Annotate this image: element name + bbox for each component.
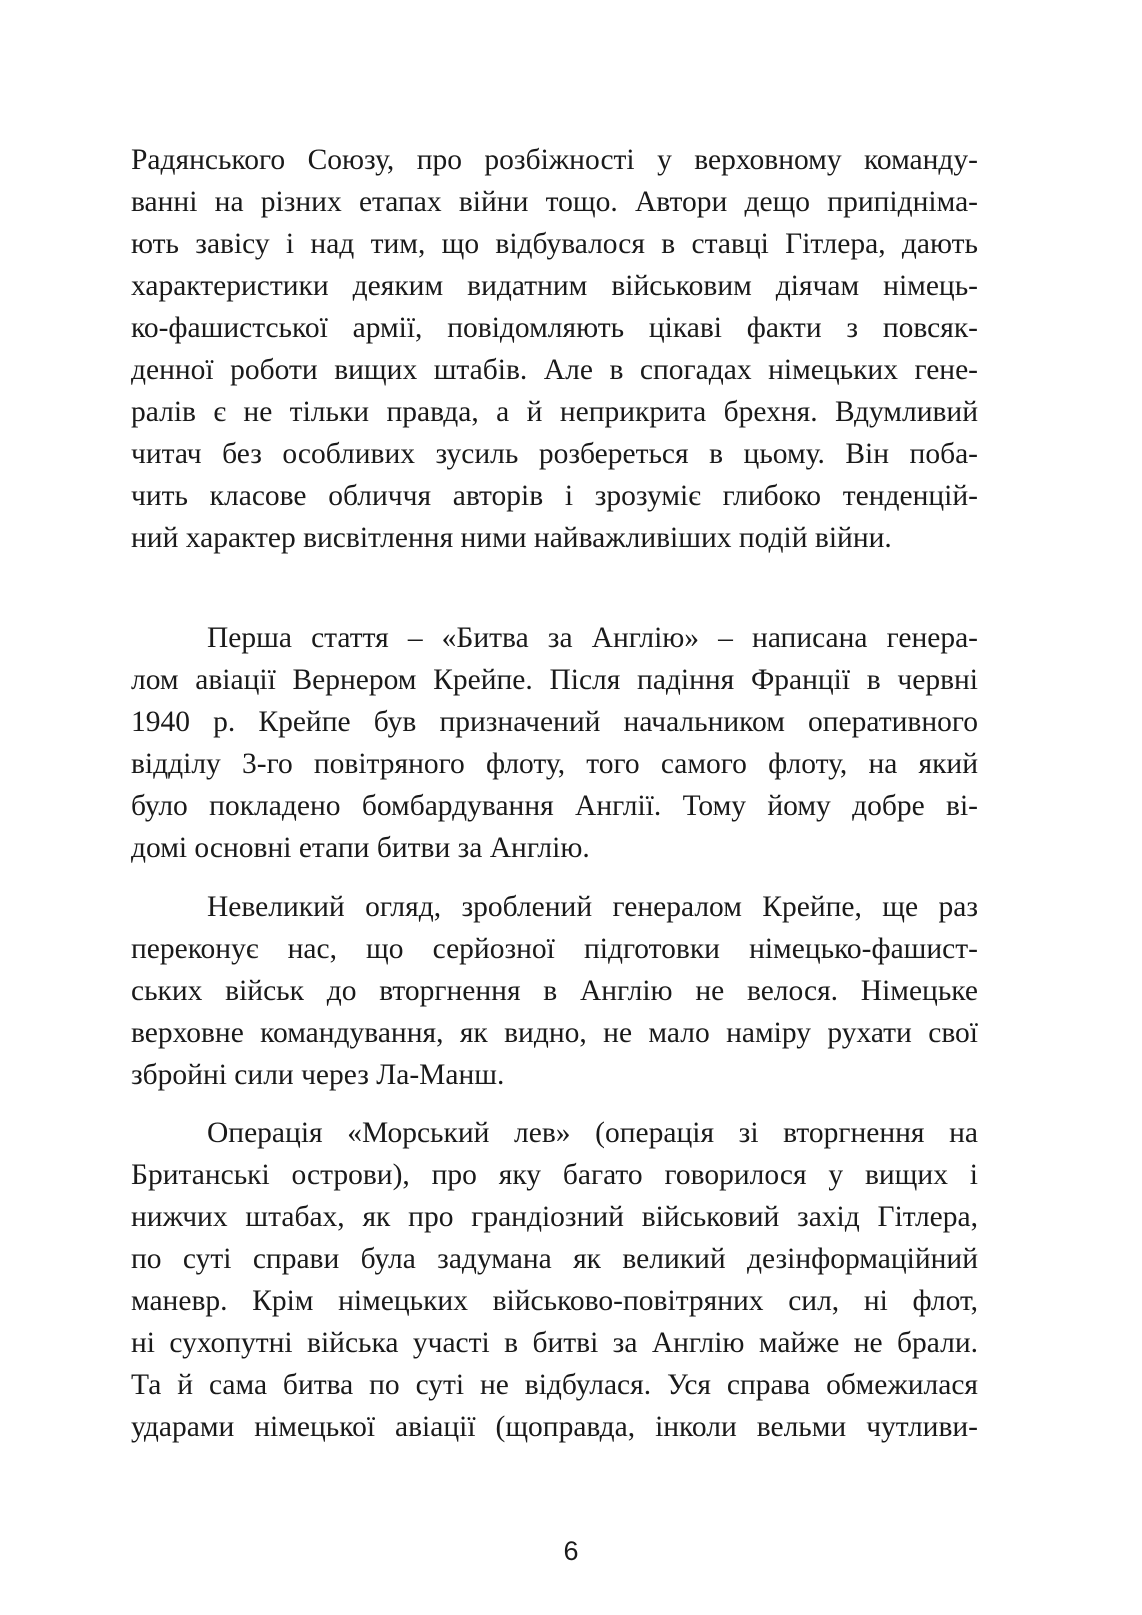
text-line: ні сухопутні війська участі в битві за Англію майже не брали. <box>131 1327 978 1359</box>
paragraph-2 <box>131 617 978 869</box>
text-line: було покладено бомбардування Англії. Тому йому добре ві- <box>131 790 978 822</box>
text-line: чить класове обличчя авторів і зрозуміє глибоко тенденцій- <box>131 480 978 512</box>
text-line: збройні сили через Ла-Манш. <box>131 1059 505 1091</box>
text-line: характеристики деяким видатним військовим діячам німець- <box>131 270 978 302</box>
text-line: маневр. Крім німецьких військово-повітряних сил, ні флот, <box>131 1285 978 1317</box>
text-line: домі основні етапи битви за Англію. <box>131 832 590 864</box>
paragraph-3 <box>131 886 978 1096</box>
text-line: читач без особливих зусиль розбереться в цьому. Він поба- <box>131 438 978 470</box>
text-line: Операція «Морський лев» (операція зі вторгнення на <box>207 1117 978 1149</box>
text-line: ко-фашистської армії, повідомляють цікаві факти з повсяк- <box>131 312 978 344</box>
text-line: Та й сама битва по суті не відбулася. Уся справа обмежилася <box>131 1369 978 1401</box>
text-line: по суті справи була задумана як великий дезінформаційний <box>131 1243 978 1275</box>
text-line: верховне командування, як видно, не мало наміру рухати свої <box>131 1017 978 1049</box>
text-line: нижчих штабах, як про грандіозний військовий захід Гітлера, <box>131 1201 978 1233</box>
text-line: лом авіації Вернером Крейпе. Після падіння Франції в червні <box>131 664 978 696</box>
text-line: ударами німецької авіації (щоправда, інколи вельми чутливи- <box>131 1411 978 1443</box>
text-line: ний характер висвітлення ними найважливіших подій війни. <box>131 522 892 554</box>
text-line: Невеликий огляд, зроблений генералом Крейпе, ще раз <box>207 891 978 923</box>
page-number: 6 <box>563 1536 579 1566</box>
text-line: 1940 р. Крейпе був призначений начальником оперативного <box>131 706 978 738</box>
text-line: Перша стаття – «Битва за Англію» – написана генера- <box>207 622 978 654</box>
text-line: Радянського Союзу, про розбіжності у верховному команду- <box>131 144 978 176</box>
paragraph-1 <box>131 139 978 559</box>
text-line: денної роботи вищих штабів. Але в спогадах німецьких гене- <box>131 354 978 386</box>
text-line: відділу 3-го повітряного флоту, того самого флоту, на який <box>131 748 978 780</box>
paragraph-4 <box>131 1112 978 1448</box>
text-line: Британські острови), про яку багато говорилося у вищих і <box>131 1159 978 1191</box>
text-line: переконує нас, що серйозної підготовки німецько-фашист- <box>131 933 978 965</box>
text-line: ванні на різних етапах війни тощо. Автори дещо припідніма- <box>131 186 978 218</box>
text-line: ють завісу і над тим, що відбувалося в ставці Гітлера, дають <box>131 228 978 260</box>
text-line: ралів є не тільки правда, а й неприкрита брехня. Вдумливий <box>131 396 978 428</box>
text-line: ських військ до вторгнення в Англію не велося. Німецьке <box>131 975 978 1007</box>
